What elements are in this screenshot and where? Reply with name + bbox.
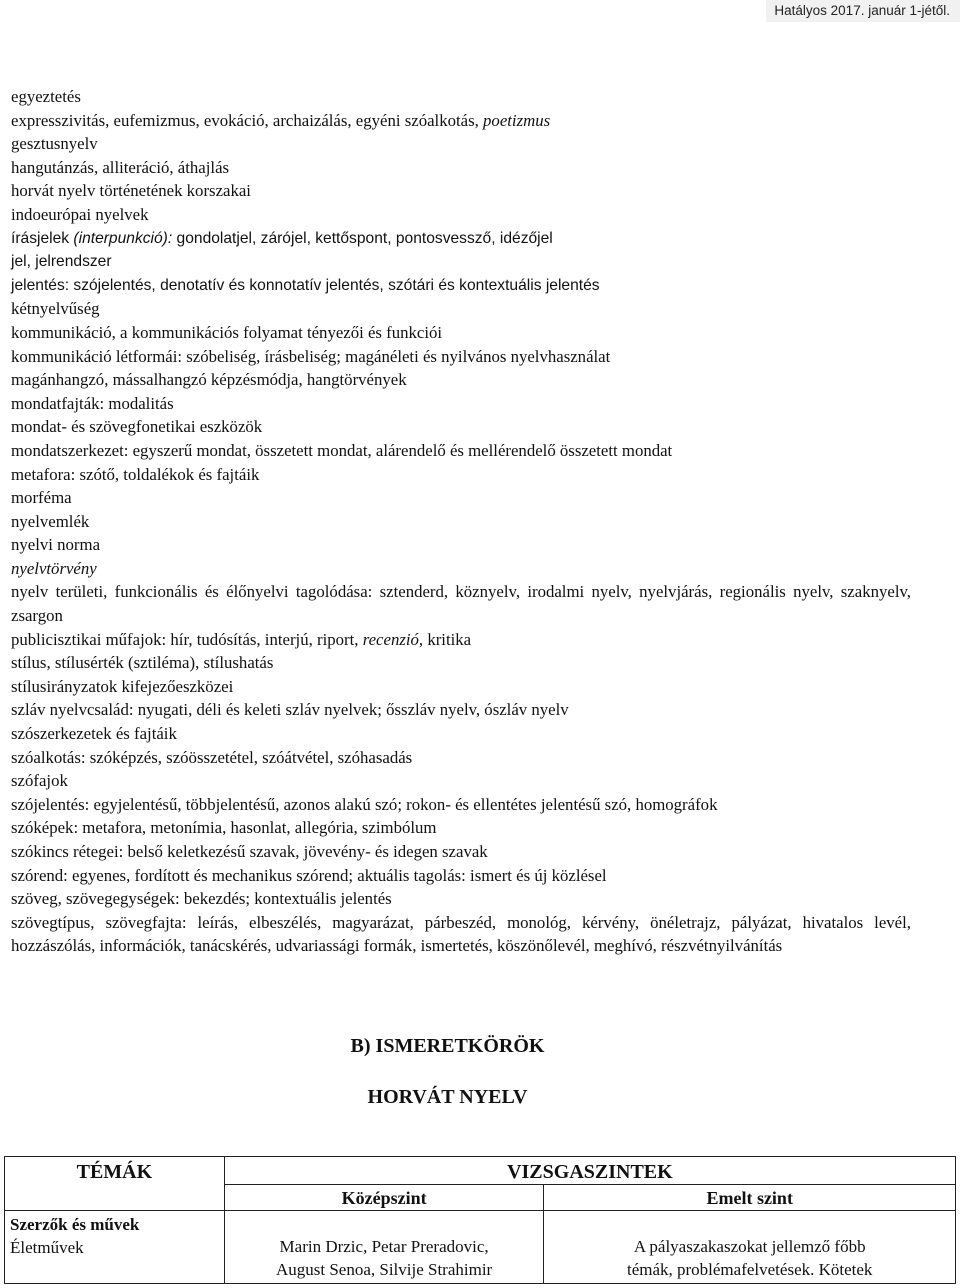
advanced-level-header: Emelt szint: [544, 1185, 956, 1211]
topics-header: TÉMÁK: [5, 1157, 225, 1211]
term-line: nyelvtörvény: [11, 558, 97, 578]
advanced-level-line: témák, problémafelvetések. Kötetek: [626, 1260, 873, 1279]
term-line: szövegtípus, szövegfajta: leírás, elbeszélés, magyarázat, párbeszéd, monológ, kérvény, önéletrajz, pályázat, hivatalos levél, hozzászólás, információk, tanácskérés, udvariassági formák, ismertetés, köszönőlevél, meghívó, részvétnyilvánítás: [11, 912, 911, 956]
term-line: morféma: [11, 488, 72, 508]
term-line: szóalkotás: szóképzés, szóösszetétel, szóátvétel, szóhasadás: [11, 747, 413, 767]
term-line: publicisztikai műfajok: hír, tudósítás, interjú, riport, recenzió, kritika: [11, 629, 472, 649]
term-line: gesztusnyelv: [11, 134, 98, 154]
mid-level-line: August Senoa, Silvije Strahimir: [275, 1260, 493, 1279]
topic-subtitle: Életművek: [10, 1238, 84, 1257]
term-line: szókincs rétegei: belső keletkezésű szavak, jövevény- és idegen szavak: [11, 842, 488, 861]
topic-title: Szerzők és művek: [10, 1215, 140, 1234]
term-line: mondatfajták: modalitás: [11, 393, 174, 413]
section-title: B) ISMERETKÖRÖK: [350, 1035, 545, 1057]
term-line: nyelv területi, funkcionális és élőnyelvi tagolódása: sztenderd, köznyelv, irodalmi nyelv, nyelvjárás, regionális nyelv, szaknyelv, zsargon: [11, 582, 911, 626]
term-line: szöveg, szövegegységek: bekezdés; kontextuális jelentés: [11, 889, 392, 909]
section-subtitle: HORVÁT NYELV: [367, 1086, 528, 1108]
advanced-level-line: A pályaszakaszokat jellemző főbb: [633, 1237, 866, 1256]
term-line: horvát nyelv történetének korszakai: [11, 181, 251, 201]
term-line: kommunikáció létformái: szóbeliség, írásbeliség; magánéleti és nyilvános nyelvhasználat: [11, 346, 611, 366]
term-line: kommunikáció, a kommunikációs folyamat tényezői és funkciói: [11, 322, 443, 342]
term-line: nyelvi norma: [11, 535, 101, 555]
exam-levels-table: [4, 1156, 956, 1284]
term-line: mondatszerkezet: egyszerű mondat, összetett mondat, alárendelő és mellérendelő összetett mondat: [11, 440, 673, 460]
mid-level-cell: [224, 1211, 544, 1284]
term-line: szójelentés: egyjelentésű, többjelentésű, azonos alakú szó; rokon- és ellentétes jelentésű szó, homográfok: [11, 794, 718, 814]
term-line: stílusirányzatok kifejezőeszközei: [11, 676, 234, 696]
term-line: szószerkezetek és fajtáik: [11, 724, 177, 744]
term-line: mondat- és szövegfonetikai eszközök: [11, 417, 263, 437]
mid-level-header: Középszint: [224, 1185, 544, 1211]
term-line: hangutánzás, alliteráció, áthajlás: [11, 157, 230, 177]
term-line: metafora: szótő, toldalékok és fajtáik: [11, 464, 260, 484]
topic-cell: [5, 1211, 225, 1284]
term-line: szófajok: [11, 771, 68, 791]
term-line: indoeurópai nyelvek: [11, 204, 149, 224]
term-line: szláv nyelvcsalád: nyugati, déli és keleti szláv nyelvek; ősszláv nyelv, ószláv nyelv: [11, 700, 569, 720]
table-row: [5, 1211, 956, 1284]
term-line: szóképek: metafora, metonímia, hasonlat, allegória, szimbólum: [11, 818, 437, 838]
term-line: kétnyelvűség: [11, 299, 100, 319]
mid-level-line: Marin Drzic, Petar Preradovic,: [279, 1237, 489, 1256]
term-line: szórend: egyenes, fordított és mechanikus szórend; aktuális tagolás: ismert és új közlésel: [11, 865, 607, 885]
term-line: jelentés: szójelentés, denotatív és konnotatív jelentés, szótári és kontextuális jelentés: [11, 276, 600, 294]
term-line: stílus, stílusérték (sztiléma), stílushatás: [11, 653, 274, 673]
table-header-row: [5, 1157, 956, 1185]
term-line: jel, jelrendszer: [11, 253, 112, 271]
terms-list: [11, 85, 911, 958]
advanced-level-cell: [544, 1211, 956, 1284]
term-line: magánhangzó, mássalhangzó képzésmódja, hangtörvények: [11, 370, 407, 390]
term-line: írásjelek (interpunkció): gondolatjel, zárójel, kettőspont, pontosvessző, idézőjel: [11, 229, 553, 247]
term-line: expresszivitás, eufemizmus, evokáció, archaizálás, egyéni szóalkotás, poetizmus: [11, 110, 551, 130]
effective-date-badge: Hatályos 2017. január 1-jétől.: [766, 0, 960, 22]
term-line: egyeztetés: [11, 87, 81, 106]
term-line: nyelvemlék: [11, 511, 90, 531]
levels-header: VIZSGASZINTEK: [224, 1157, 955, 1185]
